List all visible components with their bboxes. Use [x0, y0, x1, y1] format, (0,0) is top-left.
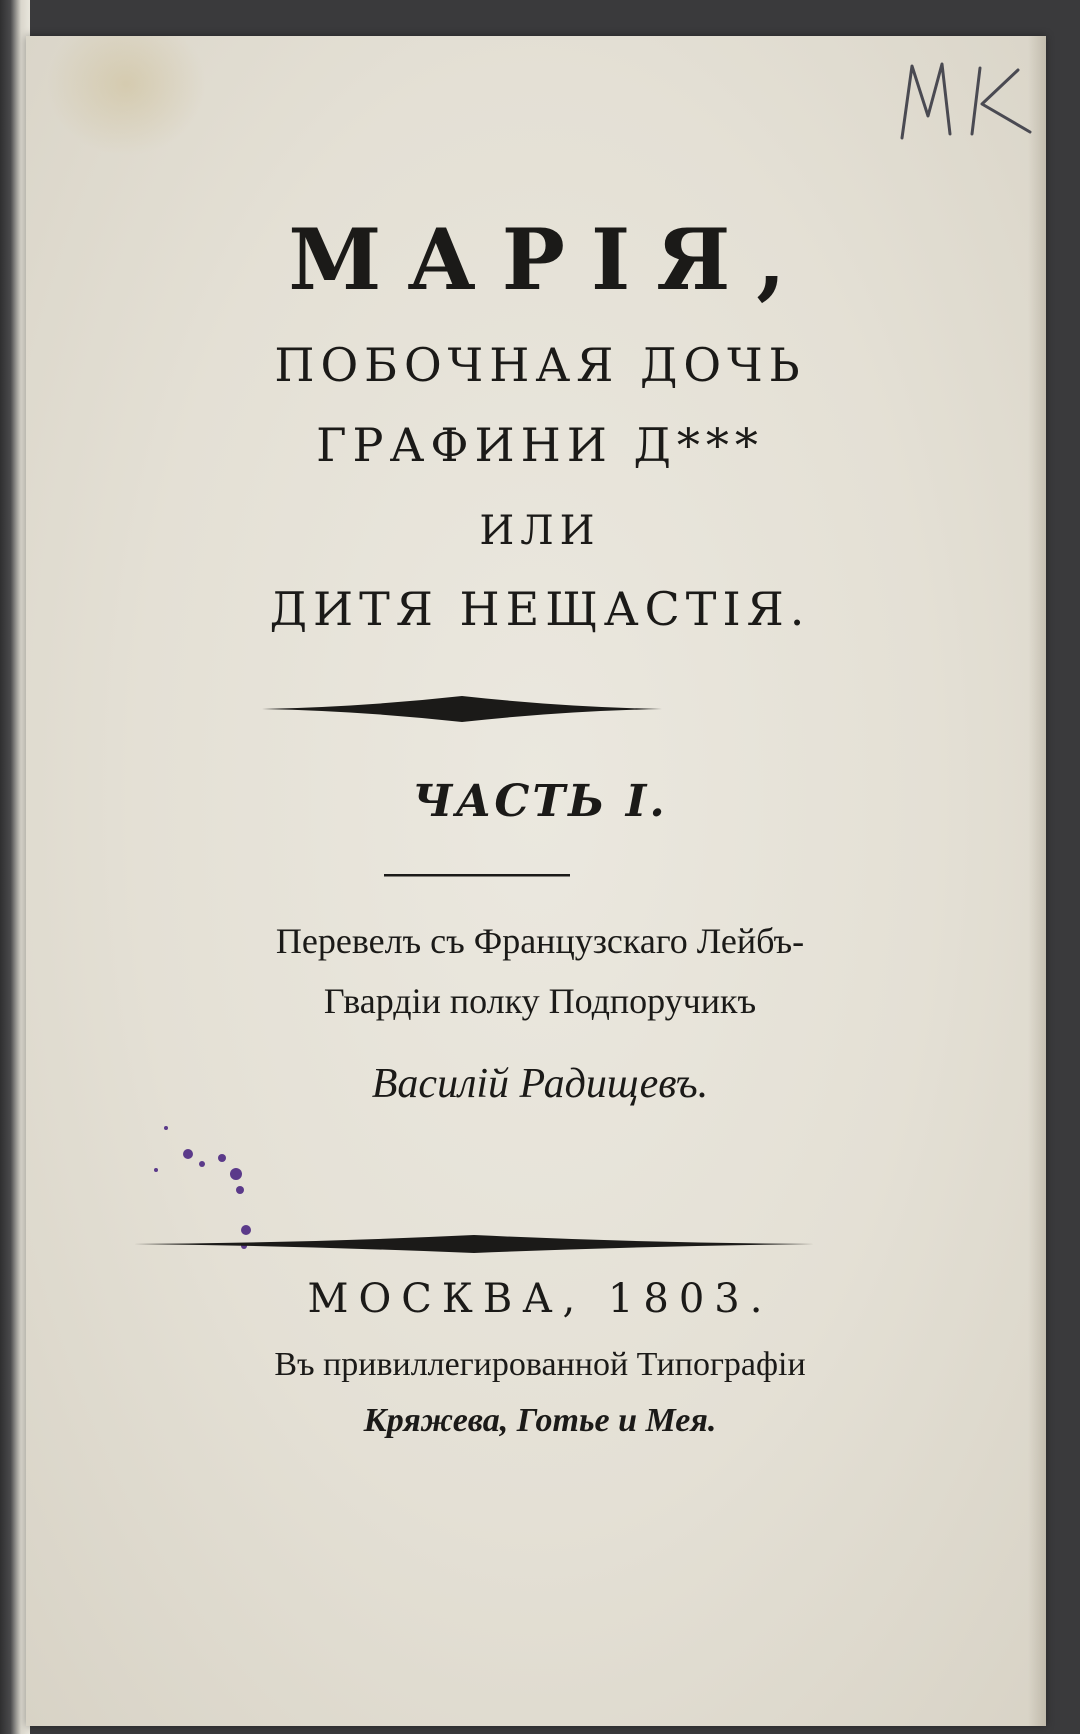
printer-line-2: Кряжева, Готье и Мея. [363, 1402, 717, 1439]
printer-line-1: Въ привиллегированной Типографіи [274, 1346, 806, 1383]
subtitle-line-1: ПОБОЧНАЯ ДОЧЬ [274, 338, 806, 392]
translator-line-2: Гвардіи полку Подпоручикъ [323, 981, 757, 1021]
subtitle-line-3: ИЛИ [479, 508, 601, 554]
decorative-rule-1 [262, 692, 662, 726]
subtitle-line-4: ДИТЯ НЕЩАСТІЯ. [269, 582, 811, 636]
translator-name: Василій Радищевъ. [371, 1061, 709, 1107]
handwritten-shelf-mark [890, 46, 1040, 156]
translator-line-1: Перевелъ съ Французскаго Лейбъ- [275, 921, 805, 961]
subtitle-line-2: ГРАФИНИ Д*** [316, 418, 764, 472]
decorative-rule-2 [134, 1232, 814, 1256]
short-rule [384, 872, 570, 878]
imprint-city-year: МОСКВА, 1803. [307, 1276, 773, 1322]
book-title: МАРІЯ, [288, 210, 812, 309]
part-number: ЧАСТЬ I. [412, 776, 668, 827]
